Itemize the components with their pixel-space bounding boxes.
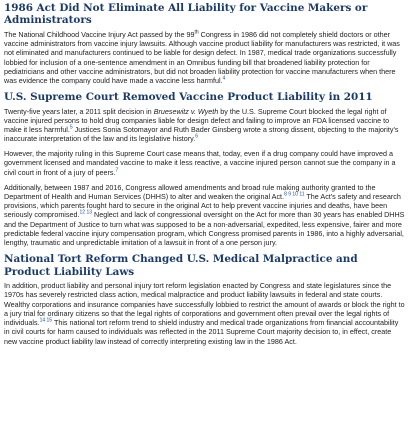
text-run: In addition, product liability and personal injury tort reform legislation enacted by Congress and state legislatures since the 1970s has severely restricted class action, medical malpractice and product liability lawsuits in federal and state courts. Wealthy corporations and insurance companies have successfully lobbied to restrict the amount of awards or block the right to a jury trial for ordinary citizens so that the legal rights of corporations and government often prevail over the legal rights of individuals. bbox=[4, 280, 405, 328]
ordinal-suffix: th bbox=[194, 29, 199, 36]
text-run: by the U.S. Supreme Court blocked the legal right of vaccine injured persons to hold drug companies liable for design defect and failing to improve an FDA licensed vaccine to make it less harmful. bbox=[4, 106, 390, 135]
text-run: Justices Sonia Sotomayor and Ruth Bader Ginsberg wrote a strong dissent, objecting to the majority's inaccurate interpretation of the law and its legislative history. bbox=[4, 125, 399, 144]
footnote-reference[interactable]: 14 15 bbox=[39, 317, 53, 324]
text-run: Additionally, between 1987 and 2016, Congress allowed amendments and broad rule making authority granted to the Department of Health and Human Services (DHHS) to alter and weaken the original Act. bbox=[4, 182, 376, 201]
section-heading-tort-reform: National Tort Reform Changed U.S. Medical Malpractice and Product Liability Laws bbox=[4, 253, 358, 278]
footnote-reference[interactable]: 5 bbox=[69, 124, 73, 131]
paragraph bbox=[4, 30, 405, 86]
section-heading-supreme-court: U.S. Supreme Court Removed Vaccine Product Liability in 2011 bbox=[4, 91, 373, 104]
text-run: However, the majority ruling in this Supreme Court case means that, today, even if a drug company could have improved a government licensed and mandated vaccine to make it less reactive, a vaccine injured person cannot sue the company in a civil court in front of a jury of peers. bbox=[4, 149, 396, 177]
footnote-reference[interactable]: 6 bbox=[195, 134, 199, 140]
paragraph bbox=[4, 183, 405, 248]
text-run: Twenty-five years later, a 2011 split decision in bbox=[4, 106, 154, 116]
footnote-reference[interactable]: 8 9 10 11 bbox=[284, 191, 305, 198]
text-run: The National Childhood Vaccine Injury Act passed by the 99 bbox=[4, 29, 195, 39]
paragraph bbox=[4, 107, 405, 144]
text-run: Neglect and lack of congressional oversight on the Act for more than 30 years has enabled DHHS and the Department of Justice to turn what was supposed to be a non-adversarial, expedited, less expensive, fairer and more predictable federal vaccine injury compensation program, which Congress promised parents in 1986, into a highly adversarial, lengthy, traumatic and unpredictable imitation of a lawsuit in front of a one person jury. bbox=[4, 210, 405, 248]
footnote-reference[interactable]: 12 13 bbox=[79, 210, 93, 217]
footnote-reference[interactable]: 4 bbox=[222, 75, 226, 82]
text-run: This national tort reform trend to shield industry and medical trade organizations from financial accountability in civil courts for harm caused to individuals was reflected in the 2011 Supreme Court majority decision to, in effect, create new vaccine product liability law instead of correctly interpreting existing law in the 1986 Act. bbox=[4, 318, 399, 346]
paragraph bbox=[4, 149, 405, 177]
text-run: Congress in 1986 did not completely shield doctors or other vaccine administrators from vaccine injury lawsuits. Although vaccine product liability for manufacturers was restricted, it was not eliminated and manufacturers continued to be liable for design defect. In 1987, medical trade organizations successfully lobbied for inclusion of a one-sentence amendment in an Omnibus funding bill that broadened liability protection for pediatricians and other vaccine administrators, but did not broaden liability protection for vaccine manufacturers when there was evidence the company could have made a vaccine less harmful. bbox=[4, 29, 400, 86]
footnote-reference[interactable]: 7 bbox=[115, 167, 119, 174]
paragraph bbox=[4, 281, 405, 346]
section-heading-1986-act: 1986 Act Did Not Eliminate All Liability for Vaccine Makers or Administrators bbox=[4, 2, 368, 27]
case-name: Bruesewitz v. Wyeth bbox=[153, 106, 219, 116]
text-run: The Act's safety and research provisions, which parents fought hard to secure in the original Act to help prevent vaccine injuries and deaths, have been seriously compromised. bbox=[4, 191, 401, 220]
